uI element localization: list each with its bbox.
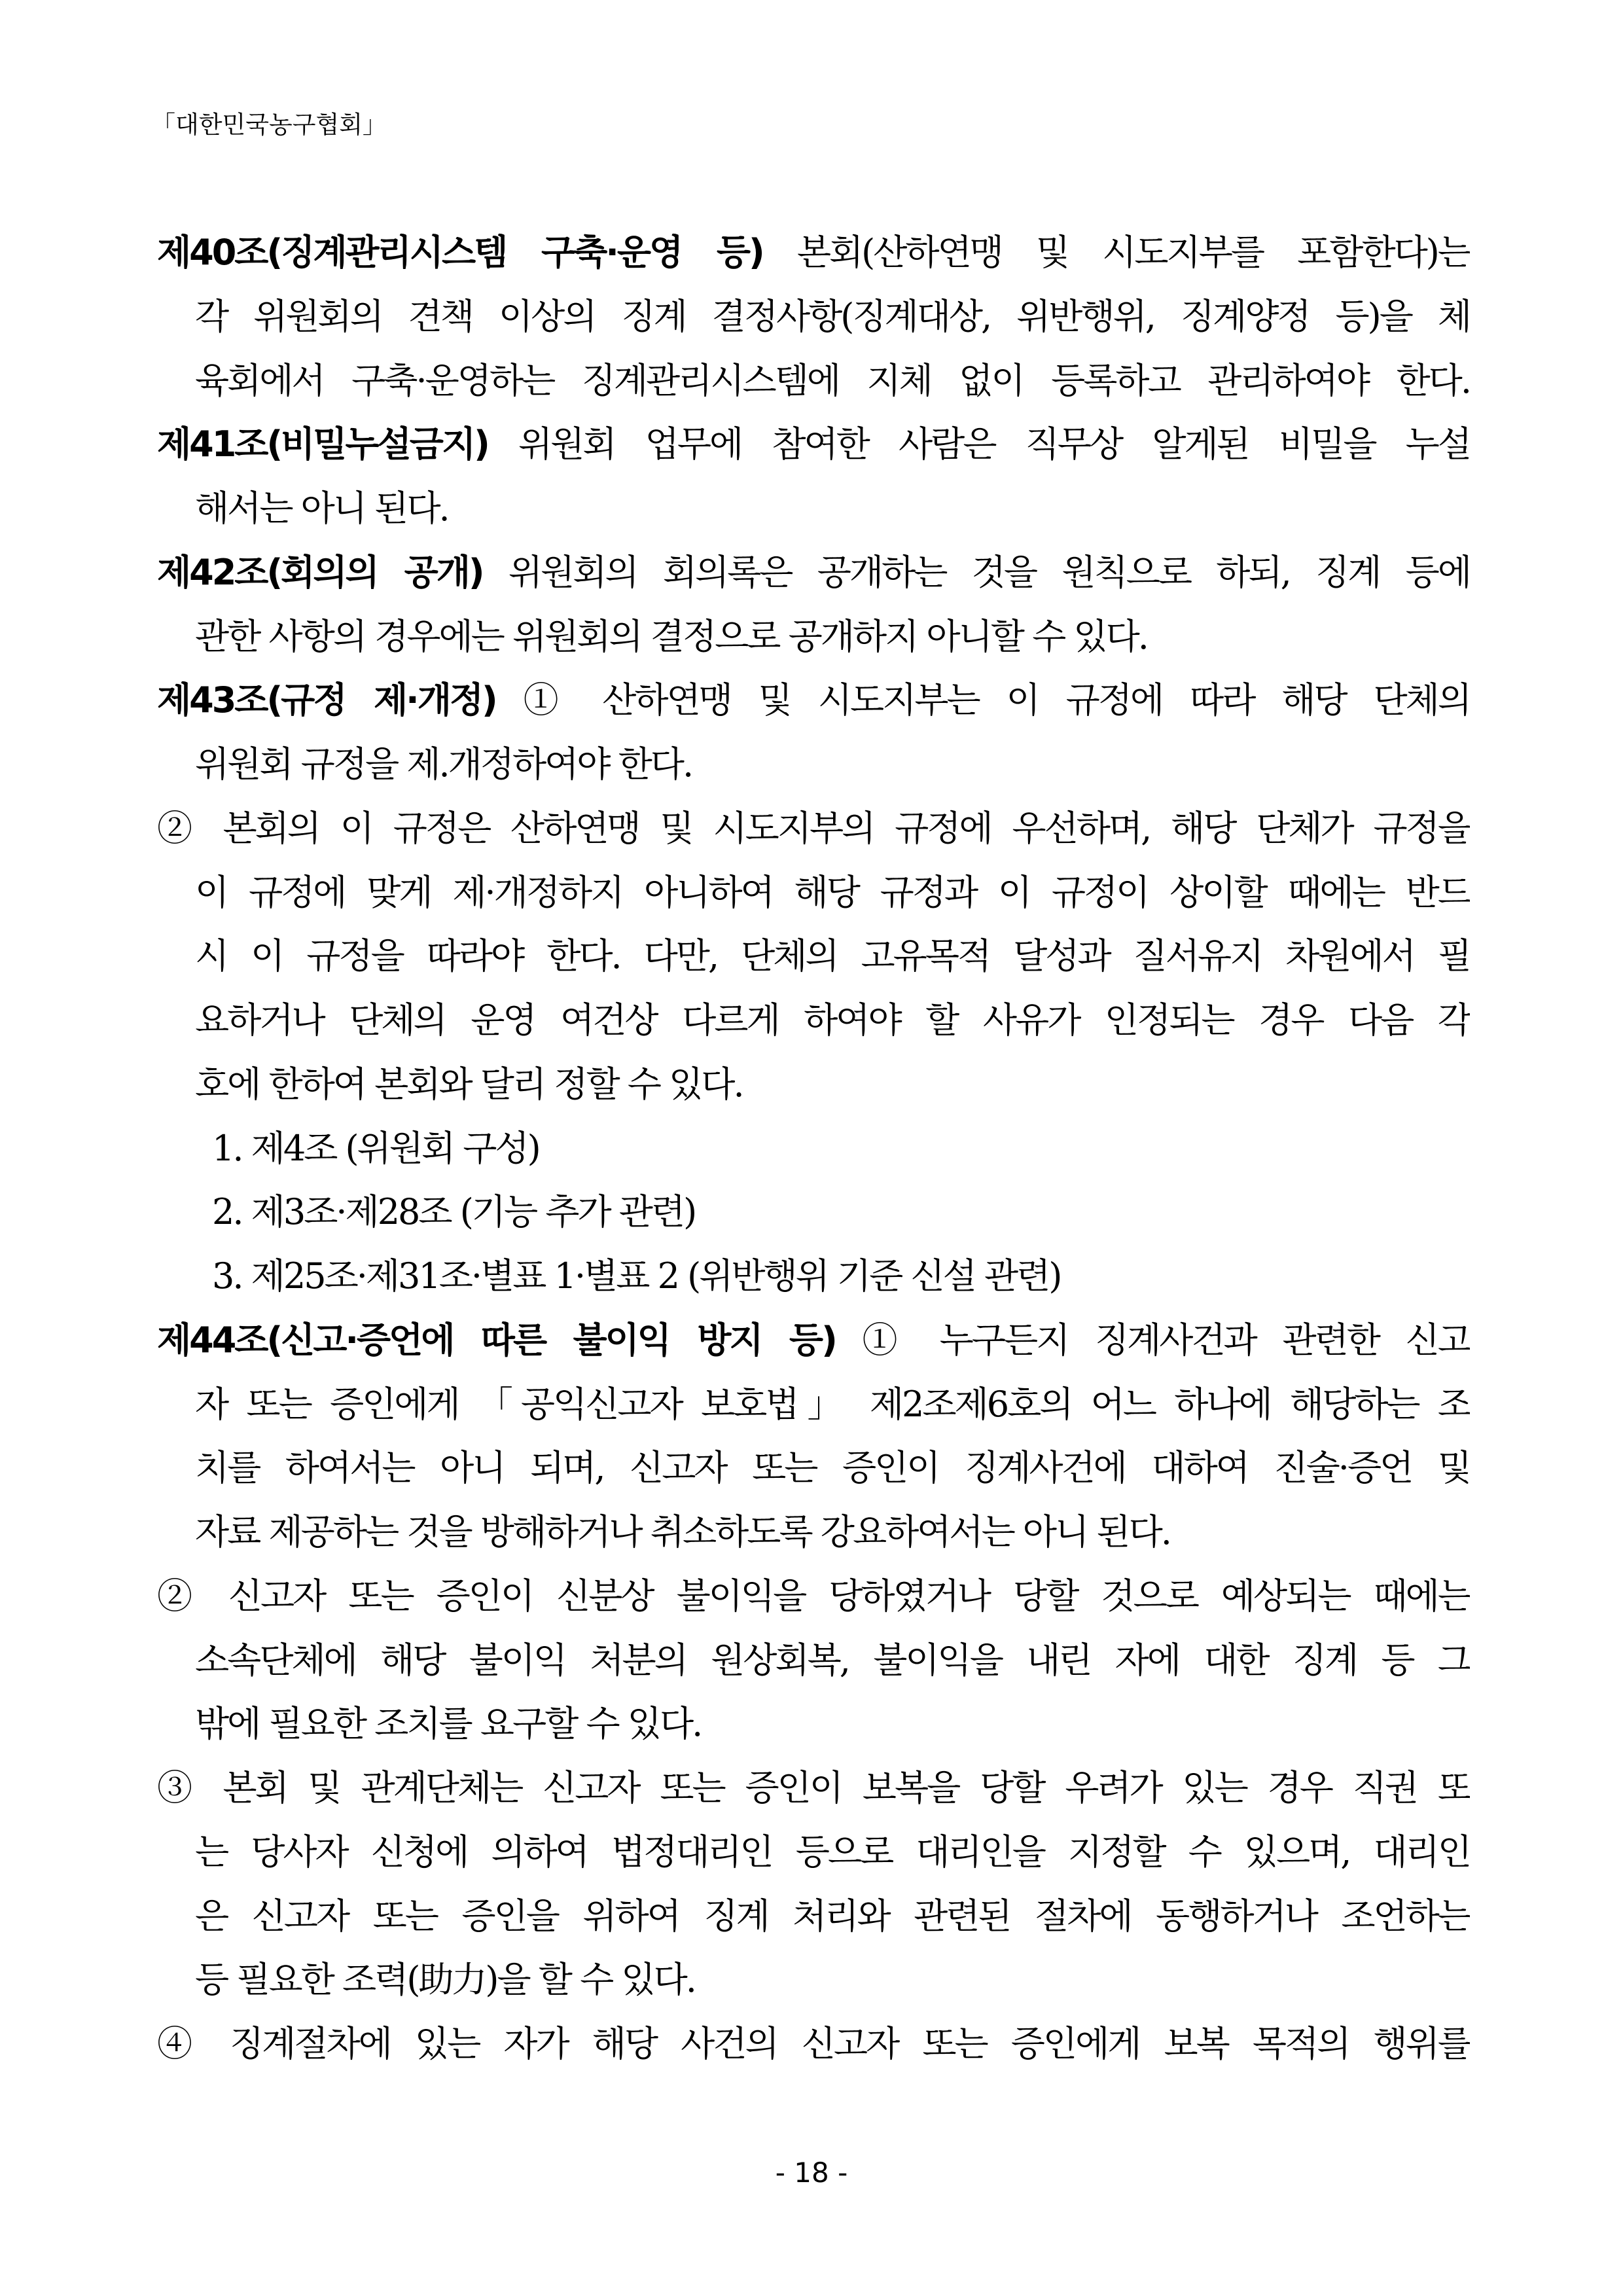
text-line: 자료 제공하는 것을 방해하거나 취소하도록 강요하여서는 아니 된다. — [195, 1511, 1170, 1552]
text-line: 등 필요한 조력(助力)을 할 수 있다. — [195, 1959, 695, 2001]
clause-1 — [157, 1308, 1470, 1564]
text-line: 밖에 필요한 조치를 요구할 수 있다. — [195, 1703, 702, 1745]
text-line: 소속단체에 해당 불이익 처분의 원상회복, 불이익을 내린 자에 대한 징계 등 그 — [195, 1639, 1470, 1681]
clause-2 — [157, 1564, 1470, 1756]
text-line: ③ 본회 및 관계단체는 신고자 또는 증인이 보복을 당할 우려가 있는 경우 직권 또 — [157, 1767, 1470, 1808]
clause-2 — [157, 797, 1470, 1308]
text-line — [157, 1308, 1470, 1372]
article-41 — [157, 412, 1470, 541]
line-text: 본회(산하연맹 및 시도지부를 포함한다)는 — [796, 232, 1470, 273]
line-text: 위원회 업무에 참여한 사람은 직무상 알게된 비밀을 누설 — [518, 423, 1470, 465]
text-line: 자 또는 증인에게 「공익신고자 보호법」 제2조제6호의 어느 하나에 해당하는 조 — [195, 1383, 1470, 1425]
article-heading: 제43조(규정 제·개정) — [157, 679, 496, 721]
page-number: - 18 - — [775, 2157, 848, 2189]
article-heading: 제40조(징계관리시스템 구축·운영 등) — [157, 232, 763, 273]
article-44 — [157, 1308, 1470, 2076]
line-text: 위원회의 회의록은 공개하는 것을 원칙으로 하되, 징계 등에 — [508, 551, 1470, 593]
text-line: 위원회 규정을 제.개정하여야 한다. — [195, 744, 692, 785]
list-item: 1. 제4조 (위원회 구성) — [212, 1127, 539, 1169]
text-line: ② 신고자 또는 증인이 신분상 불이익을 당하였거나 당할 것으로 예상되는 때에는 — [157, 1575, 1470, 1617]
article-40 — [157, 221, 1470, 412]
text-line: 이 규정에 맞게 제·개정하지 아니하여 해당 규정과 이 규정이 상이할 때에는 반드 — [195, 871, 1470, 913]
text-line: ④ 징계절차에 있는 자가 해당 사건의 신고자 또는 증인에게 보복 목적의 행위를 — [157, 2023, 1470, 2064]
document-body — [157, 221, 1470, 2076]
text-line: 육회에서 구축·운영하는 징계관리시스템에 지체 없이 등록하고 관리하여야 한다. — [195, 359, 1470, 401]
article-43 — [157, 668, 1470, 1308]
line-text: ① 누구든지 징계사건과 관련한 신고 — [862, 1319, 1470, 1361]
text-line — [157, 541, 1470, 605]
text-line: 요하거나 단체의 운영 여건상 다르게 하여야 할 사유가 인정되는 경우 다음 각 — [195, 999, 1470, 1041]
text-line — [157, 668, 1470, 732]
clause-4 — [157, 2012, 1470, 2076]
list-item: 3. 제25조·제31조·별표 1·별표 2 (위반행위 기준 신설 관련) — [212, 1255, 1061, 1297]
running-header: 「대한민국농구협회」 — [151, 111, 387, 139]
article-heading: 제42조(회의의 공개) — [157, 551, 483, 593]
text-line — [157, 412, 1470, 476]
text-line: 은 신고자 또는 증인을 위하여 징계 처리와 관련된 절차에 동행하거나 조언하는 — [195, 1895, 1470, 1937]
text-line — [157, 221, 1470, 285]
text-line: 시 이 규정을 따라야 한다. 다만, 단체의 고유목적 달성과 질서유지 차원에서 필 — [195, 935, 1470, 977]
list-item: 2. 제3조·제28조 (기능 추가 관련) — [212, 1191, 696, 1233]
text-line: 치를 하여서는 아니 되며, 신고자 또는 증인이 징계사건에 대하여 진술·증언 및 — [195, 1447, 1470, 1489]
clause-3 — [157, 1756, 1470, 2012]
line-text: ① 산하연맹 및 시도지부는 이 규정에 따라 해당 단체의 — [523, 679, 1470, 721]
text-line: 는 당사자 신청에 의하여 법정대리인 등으로 대리인을 지정할 수 있으며, 대리인 — [195, 1831, 1470, 1873]
text-line: 해서는 아니 된다. — [195, 488, 448, 529]
text-line: 호에 한하여 본회와 달리 정할 수 있다. — [195, 1063, 743, 1105]
article-42 — [157, 541, 1470, 669]
text-line: ② 본회의 이 규정은 산하연맹 및 시도지부의 규정에 우선하며, 해당 단체가 규정을 — [157, 807, 1470, 849]
article-heading: 제44조(신고·증언에 따른 불이익 방지 등) — [157, 1319, 836, 1361]
text-line: 관한 사항의 경우에는 위원회의 결정으로 공개하지 아니할 수 있다. — [195, 615, 1147, 657]
clause-1 — [157, 668, 1470, 797]
article-heading: 제41조(비밀누설금지) — [157, 423, 488, 465]
text-line: 각 위원회의 견책 이상의 징계 결정사항(징계대상, 위반행위, 징계양정 등)을 체 — [195, 295, 1470, 337]
